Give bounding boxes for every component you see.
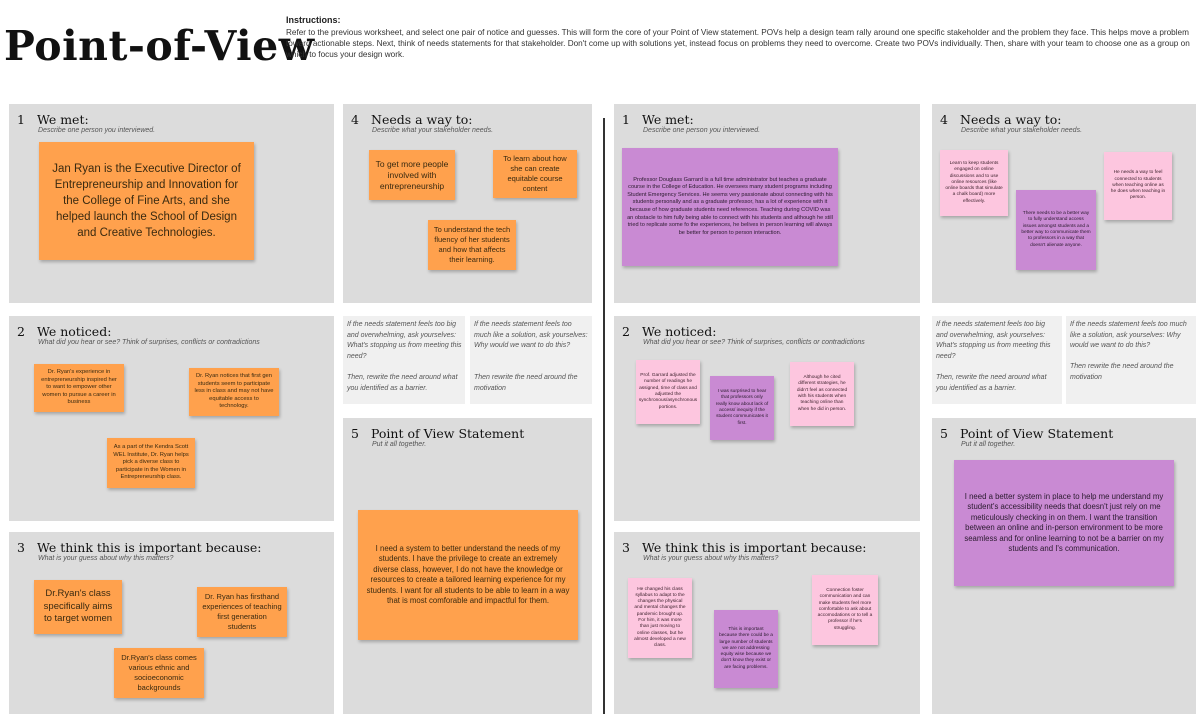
right-hint-too-big: If the needs statement feels too big and overwhelming, ask yourselves: What's stopping us from meeting this need? Then, rewrite the need around what you identified as a barrier.	[932, 316, 1062, 404]
section-subtitle: Describe what your stakeholder needs.	[372, 127, 494, 134]
section-heading: 3 We think this is important because:	[17, 540, 262, 555]
section-subtitle: Describe one person you interviewed.	[38, 127, 156, 134]
sticky-note[interactable]: Dr. Ryan has firsthand experiences of teaching first generation students	[197, 587, 287, 637]
right-hint-too-solution: If the needs statement feels too much like a solution, ask yourselves: Why would we want to do this? Then rewrite the need around the motivation	[1066, 316, 1196, 404]
section-heading: 2 We noticed:	[17, 324, 112, 339]
sticky-note[interactable]: To get more people involved with entrepreneurship	[369, 150, 455, 200]
section-subtitle: What did you hear or see? Think of surprises, conflicts or contradictions	[643, 339, 865, 346]
sticky-note[interactable]: Learn to keep students engaged on online discussions and to use online resources (like online boards that simulate a chalk board) more effectively.	[940, 150, 1008, 216]
sticky-note[interactable]: As a part of the Kendra Scott WEL Institute, Dr. Ryan helps pick a diverse class to participate in the Women in Entrepreneurship class.	[107, 438, 195, 488]
section-heading: 4 Needs a way to:	[940, 112, 1062, 127]
sticky-note[interactable]: Professor Douglass Garrard is a full time administrator but teaches a graduate course in the College of Education. He oversees many student programs including Student Emergency Services. He seems very passionate about connecting with his students personally and as a graduate professor, has a lot of experience with it because of how graduate students need references. Teaching during COVID was an obstacle to him fully being able to connect with his students and although he still tried to replicate some fo the experiences, he belives in person learning will always be better for person to person interaction.	[622, 148, 838, 266]
sticky-note[interactable]: Dr.Ryan's class specifically aims to target women	[34, 580, 122, 634]
section-heading: 4 Needs a way to:	[351, 112, 473, 127]
sticky-note[interactable]: Dr. Ryan's experience in entrepreneurship inspired her to want to empower other women to pursue a career in business	[34, 364, 124, 412]
sticky-note[interactable]: He needs a way to feel connected to students when teaching online as he does when teaching in person.	[1104, 152, 1172, 220]
section-subtitle: Describe what your stakeholder needs.	[961, 127, 1083, 134]
left-hint-too-solution: If the needs statement feels too much like a solution, ask yourselves: Why would we want to do this? Then rewrite the need around the motivation	[470, 316, 592, 404]
sticky-note[interactable]: He changed his class syllabus to adapt to the changes the physical and mental changes the pandemic brought up. For him, it was more than just moving to online classes, but he almost developed a new class.	[628, 578, 692, 658]
sticky-note[interactable]: Connection foster communication and can make students feel more comfortable to ask about accomodations or to tell a professor if he's struggling.	[812, 575, 878, 645]
sticky-note[interactable]: Dr.Ryan's class comes various ethnic and socioeconomic backgrounds	[114, 648, 204, 698]
left-hint-too-big: If the needs statement feels too big and overwhelming, ask yourselves: What's stopping us from meeting this need? Then, rewrite the need around what you identified as a barrier.	[343, 316, 465, 404]
right-pov-panel	[932, 418, 1196, 714]
sticky-note[interactable]: Jan Ryan is the Executive Director of Entrepreneurship and Innovation for the College of Fine Arts, and she helped launch the School of Design and Creative Technologies.	[39, 142, 254, 260]
left-we-noticed-panel	[9, 316, 334, 521]
sticky-note[interactable]: There needs to be a better way to fully understand access issues amongst students and a better way to communicate them to professors in a way that doesn't alienate anyone.	[1016, 190, 1096, 270]
section-subtitle: Put it all together.	[372, 441, 427, 448]
left-needs-panel	[343, 104, 592, 303]
section-heading: 1 We met:	[622, 112, 694, 127]
sticky-note[interactable]: Although he cited different strategies, he didn't feel as connected with his students when teaching online than when he did in person.	[790, 362, 854, 426]
right-needs-panel	[932, 104, 1196, 303]
sticky-note[interactable]: To learn about how she can create equitable course content	[493, 150, 577, 198]
section-heading: 2 We noticed:	[622, 324, 717, 339]
section-heading: 5 Point of View Statement	[351, 426, 525, 441]
left-important-panel	[9, 532, 334, 714]
page-title: Point-of-View	[4, 22, 315, 70]
sticky-note[interactable]: I was surprised to hear that professors only really know about lack of access/ inequity if the student communicates it first.	[710, 376, 774, 440]
left-pov-panel	[343, 418, 592, 714]
sticky-note[interactable]: To understand the tech fluency of her students and how that affects their learning.	[428, 220, 516, 270]
sticky-note[interactable]: This is important because there could be a large number of students we are not addressing equity wise because we don't know they exist or are facing problems.	[714, 610, 778, 688]
left-we-met-panel	[9, 104, 334, 303]
right-we-met-panel	[614, 104, 920, 303]
section-heading: 3 We think this is important because:	[622, 540, 867, 555]
instructions-heading: Instructions:	[286, 15, 341, 25]
section-heading: 5 Point of View Statement	[940, 426, 1114, 441]
sticky-note[interactable]: Prof. Garrard adjusted the number of readings he assigned, time of class and adjusted the synchronous/asynchronous portions.	[636, 360, 700, 424]
sticky-note[interactable]: I need a system to better understand the needs of my students. I have the privilege to create an extremely diverse class, however, I do not have the knowledge or resources to create a tailored learning experience for my students. I want for all students to be able to learn in a way that is most comforable and impactful for them.	[358, 510, 578, 640]
worksheet-divider	[603, 118, 605, 714]
section-subtitle: What is your guess about why this matters?	[38, 555, 174, 562]
right-important-panel	[614, 532, 920, 714]
section-subtitle: What is your guess about why this matters?	[643, 555, 779, 562]
section-subtitle: Describe one person you interviewed.	[643, 127, 761, 134]
section-subtitle: Put it all together.	[961, 441, 1016, 448]
section-subtitle: What did you hear or see? Think of surprises, conflicts or contradictions	[38, 339, 260, 346]
sticky-note[interactable]: I need a better system in place to help me understand my student's accessibility needs that doesn't just rely on me meticulously checking in on them. I want the transition between an online and in-person environment to be more seamless and for online learning to not be a barrier on my students and I's communication.	[954, 460, 1174, 586]
sticky-note[interactable]: Dr. Ryan notices that first gen students seem to participate less in class and may not have equitable access to technology.	[189, 368, 279, 416]
right-we-noticed-panel	[614, 316, 920, 521]
instructions-text: Refer to the previous worksheet, and select one pair of notice and guesses. This will form the core of your Point of View statement. POVs help a design team rally around one specific stakeholder and the problem they face. This helps move a problem toward actionable steps. Next, think of needs statements for that stakeholder. Don't come up with solutions yet, instead focus on problems they need to overcome. Create two POVs individually. Then, share with your team to choose one as a group on which to focus your design work.	[286, 28, 1190, 59]
section-heading: 1 We met:	[17, 112, 89, 127]
